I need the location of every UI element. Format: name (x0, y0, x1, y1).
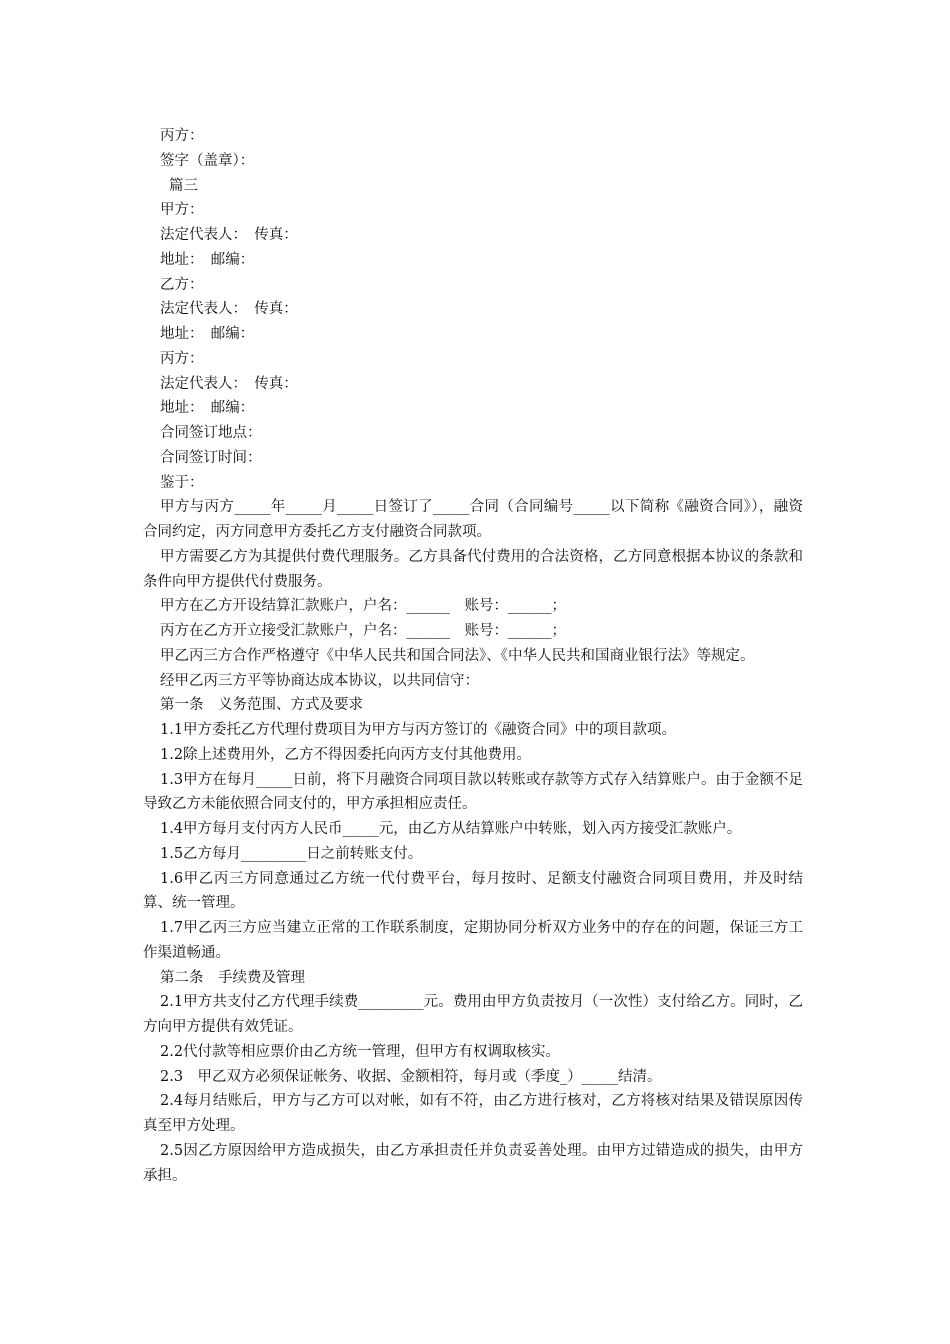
paragraph-legal-rep-c: 法定代表人： 传真： (160, 375, 298, 392)
clause-1-5: 1.5乙方每月_________日之前转账支付。 (160, 845, 423, 862)
paragraph-address-a: 地址： 邮编： (160, 251, 255, 268)
article-one-heading: 第一条 义务范围、方式及要求 (160, 697, 363, 714)
clause-2-4: 2.4每月结账后，甲方与乙方可以对帐，如有不符，由乙方进行核对，乙方将核对结果及错误原因传真至甲方处理。 (143, 1093, 803, 1134)
paragraph-whereas: 鉴于： (160, 474, 204, 491)
paragraph-financing-contract: 甲方与丙方_____年_____月_____日签订了_____合同（合同编号_____以下简称《融资合同》），融资合同约定，丙方同意甲方委托乙方支付融资合同款项。 (143, 499, 803, 540)
paragraph-party-c-2: 丙方： (160, 350, 204, 367)
paragraph-settlement-account: 甲方在乙方开设结算汇款账户，户名：______ 账号：______； (160, 598, 566, 615)
paragraph-address-b: 地址： 邮编： (160, 326, 255, 342)
article-two-heading: 第二条 手续费及管理 (160, 969, 305, 986)
clause-1-4: 1.4甲方每月支付丙方人民币_____元，由乙方从结算账户中转账，划入丙方接受汇款账户。 (160, 821, 742, 837)
paragraph-receiving-account: 丙方在乙方开立接受汇款账户，户名：______ 账号：______； (160, 623, 566, 639)
paragraph-legal-rep-b: 法定代表人： 传真： (160, 301, 298, 318)
section-title-part-three: 篇三 (169, 177, 198, 194)
paragraph-agreement: 经甲乙丙三方平等协商达成本协议，以共同信守： (160, 672, 479, 689)
paragraph-signing-time: 合同签订时间： (160, 449, 262, 466)
clause-1-1: 1.1甲方委托乙方代理付费项目为甲方与丙方签订的《融资合同》中的项目款项。 (160, 722, 677, 738)
clause-2-5: 2.5因乙方原因给甲方造成损失，由乙方承担责任并负责妥善处理。由甲方过错造成的损失，由甲方承担。 (143, 1142, 803, 1184)
document-body (143, 124, 803, 1188)
clause-2-3: 2.3 甲乙双方必须保证帐务、收据、金额相符，每月或（季度_）_____结清。 (160, 1068, 662, 1085)
paragraph-party-a: 甲方： (160, 202, 204, 219)
paragraph-party-c: 丙方： (160, 128, 204, 144)
paragraph-signature: 签字（盖章）： (160, 152, 255, 169)
paragraph-payment-service: 甲方需要乙方为其提供付费代理服务。乙方具备代付费用的合法资格，乙方同意根据本协议的条款和条件向甲方提供代付费服务。 (143, 548, 803, 590)
paragraph-party-b: 乙方： (160, 276, 204, 293)
clause-1-7: 1.7甲乙丙三方应当建立正常的工作联系制度，定期协同分析双方业务中的存在的问题，保证三方工作渠道畅通。 (143, 920, 803, 961)
paragraph-address-c: 地址： 邮编： (160, 400, 255, 417)
clause-1-6: 1.6甲乙丙三方同意通过乙方统一代付费平台，每月按时、足额支付融资合同项目费用，并及时结算、统一管理。 (143, 870, 803, 912)
paragraph-signing-place: 合同签订地点： (160, 425, 262, 441)
paragraph-legal-rep-a: 法定代表人： 传真： (160, 227, 298, 243)
paragraph-compliance: 甲乙丙三方合作严格遵守《中华人民共和国合同法》、《中华人民共和国商业银行法》等规定。 (160, 647, 755, 664)
clause-2-2: 2.2代付款等相应票价由乙方统一管理，但甲方有权调取核实。 (160, 1043, 561, 1060)
clause-1-2: 1.2除上述费用外，乙方不得因委托向丙方支付其他费用。 (160, 746, 532, 763)
clause-2-1: 2.1甲方共支付乙方代理手续费_________元。费用由甲方负责按月（一次性）支付给乙方。同时，乙方向甲方提供有效凭证。 (143, 994, 803, 1035)
clause-1-3: 1.3甲方在每月_____日前，将下月融资合同项目款以转账或存款等方式存入结算账户。由于金额不足导致乙方未能依照合同支付的，甲方承担相应责任。 (143, 771, 803, 813)
